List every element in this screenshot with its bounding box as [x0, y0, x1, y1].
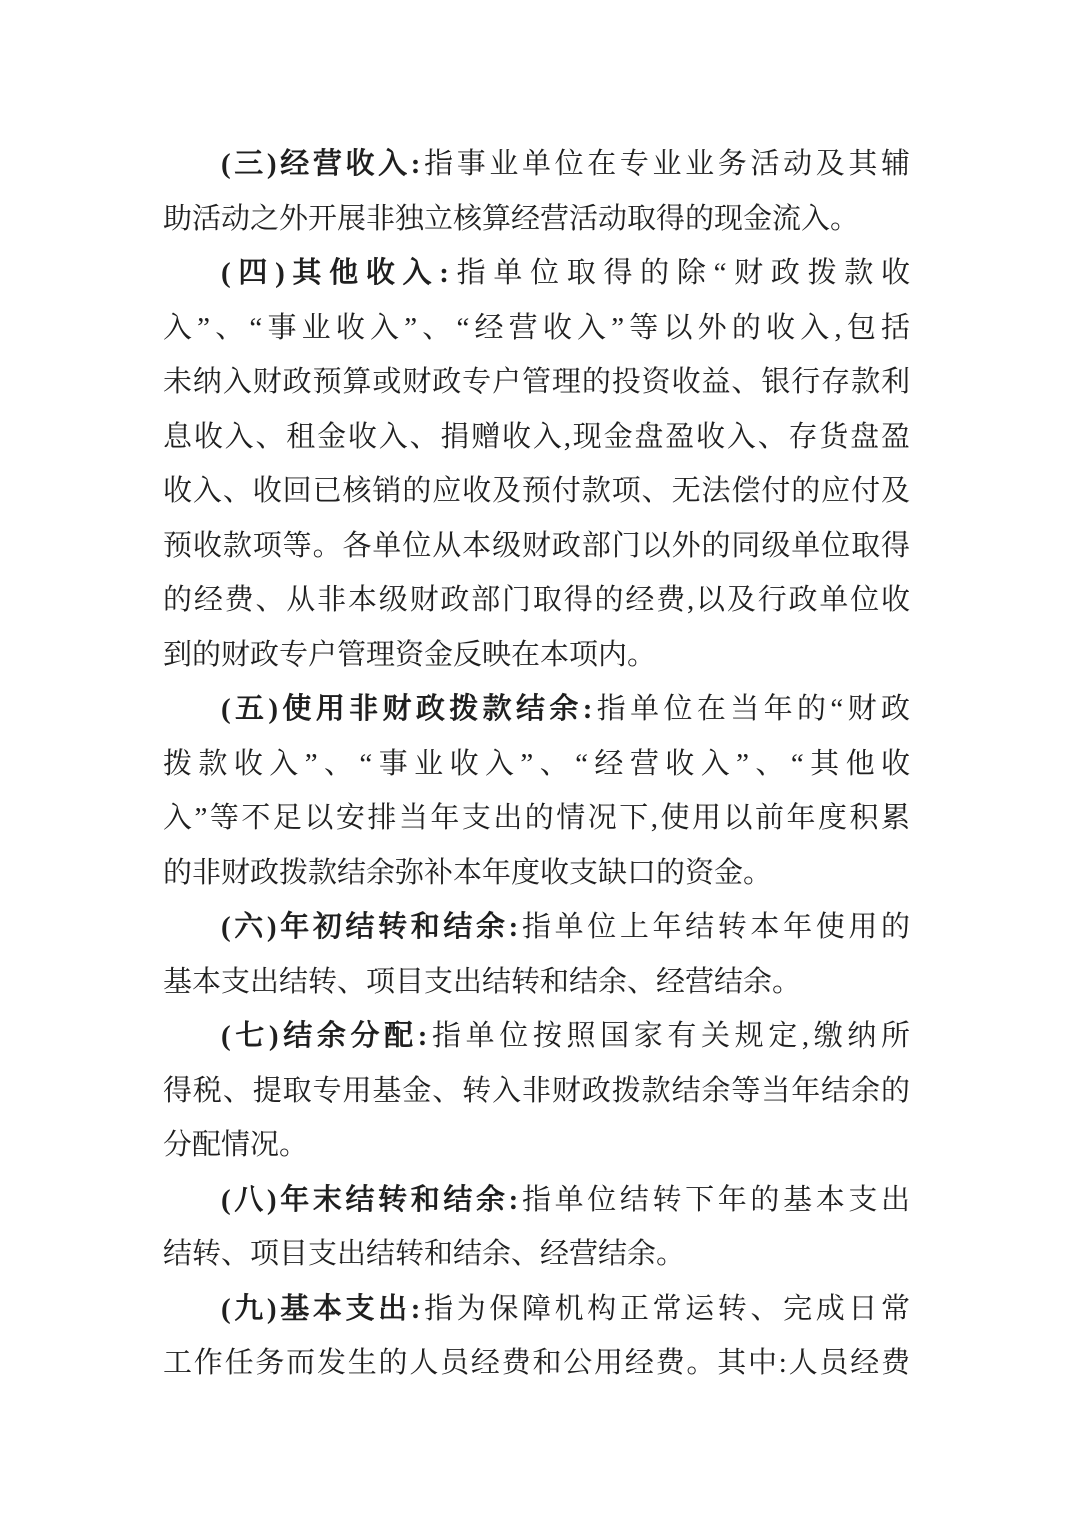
- text-line: 的非财政拨款结余弥补本年度收支缺口的资金。: [163, 856, 773, 889]
- item-label: (五)使用非财政拨款结余:: [221, 693, 593, 725]
- item-body: 指单位上年结转本年使用的: [518, 911, 910, 943]
- text-line: 入”等不足以安排当年支出的情况下,使用以前年度积累: [163, 802, 910, 834]
- item-body: 指事业单位在专业业务活动及其辅: [420, 148, 910, 180]
- text-line: 拨款收入”、“事业收入”、“经营收入”、“其他收: [163, 747, 910, 780]
- text-line: [163, 682, 910, 737]
- item-label: (八)年末结转和结余:: [221, 1183, 519, 1216]
- paragraph-item-7: [163, 1009, 910, 1173]
- paragraph-item-3: [163, 137, 910, 246]
- text-line: 得税、提取专用基金、转入非财政拨款结余等当年结余的: [163, 1074, 910, 1107]
- item-body: 指单位取得的除“财政拨款收: [448, 257, 910, 289]
- text-line: [163, 246, 910, 301]
- document-text-block: [163, 137, 910, 1391]
- text-line: 到的财政专户管理资金反映在本项内。: [163, 638, 657, 671]
- text-line: 基本支出结转、项目支出结转和结余、经营结余。: [163, 965, 802, 998]
- item-body: 指单位按照国家有关规定,缴纳所: [427, 1020, 910, 1052]
- text-line: 分配情况。: [163, 1129, 309, 1161]
- text-line: 未纳入财政预算或财政专户管理的投资收益、银行存款利: [163, 366, 910, 398]
- text-line: [163, 1282, 910, 1337]
- item-label: (四)其他收入:: [221, 257, 449, 289]
- text-line: 工作任务而发生的人员经费和公用经费。其中:人员经费: [163, 1347, 910, 1379]
- item-body: 指单位在当年的“财政: [592, 693, 910, 725]
- paragraph-item-6: [163, 900, 910, 1009]
- text-line: 的经费、从非本级财政部门取得的经费,以及行政单位收: [163, 584, 910, 616]
- text-line: 收入、收回已核销的应收及预付款项、无法偿付的应付及: [163, 475, 910, 507]
- item-label: (七)结余分配:: [221, 1020, 428, 1052]
- text-line: 息收入、租金收入、捐赠收入,现金盘盈收入、存货盘盈: [163, 420, 910, 453]
- text-line: [163, 1173, 910, 1228]
- text-line: 结转、项目支出结转和结余、经营结余。: [163, 1238, 686, 1270]
- paragraph-item-5: [163, 682, 910, 900]
- item-label: (三)经营收入:: [221, 148, 421, 180]
- item-body: 指单位结转下年的基本支出: [518, 1183, 910, 1216]
- item-label: (六)年初结转和结余:: [221, 911, 519, 943]
- text-line: 入”、“事业收入”、“经营收入”等以外的收入,包括: [163, 311, 910, 344]
- item-body: 指为保障机构正常运转、完成日常: [420, 1292, 910, 1325]
- paragraph-item-4: [163, 246, 910, 682]
- paragraph-item-8: [163, 1173, 910, 1282]
- text-line: [163, 137, 910, 192]
- item-label: (九)基本支出:: [221, 1292, 421, 1325]
- text-line: 助活动之外开展非独立核算经营活动取得的现金流入。: [163, 202, 860, 235]
- paragraph-item-9: [163, 1282, 910, 1391]
- text-line: 预收款项等。各单位从本级财政部门以外的同级单位取得: [163, 529, 910, 562]
- text-line: [163, 1009, 910, 1064]
- text-line: [163, 900, 910, 955]
